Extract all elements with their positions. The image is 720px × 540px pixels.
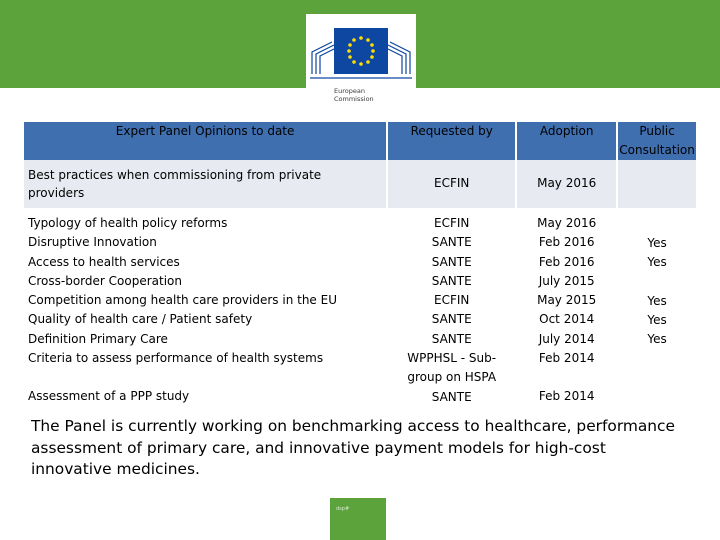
eu-flag — [334, 28, 388, 74]
opinion-title: Typology of health policy reforms — [28, 216, 228, 230]
opinion-titles — [24, 208, 388, 424]
opinion-title: Assessment of a PPP study — [28, 389, 190, 404]
header-requested-by: Requested by — [388, 122, 517, 160]
opinion-title: Access to health services — [28, 254, 180, 269]
requested-by-values: ECFIN SANTE SANTE SANTE ECFIN SANTE SANTE WPPHSL - Sub- group on HSPA SANTE — [388, 208, 517, 424]
adoption-values: May 2016 Feb 2016 Feb 2016 July 2015 May 2015 Oct 2014 July 2014 Feb 2014 Feb 2014 — [517, 208, 618, 424]
european-commission-logo — [306, 14, 416, 114]
best-requested-by: ECFIN — [388, 160, 517, 208]
opinion-title: Cross-border Cooperation — [28, 273, 182, 288]
ec-building-icon — [306, 14, 416, 88]
table-row — [24, 208, 696, 424]
best-consultation — [618, 160, 696, 208]
expert-panel-table — [24, 122, 696, 424]
opinion-title: Definition Primary Care — [28, 331, 168, 346]
opinion-title: Criteria to assess performance of health systems — [28, 351, 324, 366]
opinion-title: Competition among health care providers in the EU — [28, 293, 337, 308]
footer-label: dsp# — [336, 506, 350, 512]
status-note: The Panel is currently working on benchmarking access to healthcare, performance assessment of primary care, and innovative payment models for high-cost innovative medicines. — [31, 417, 675, 478]
header-consultation: Public Consultation — [618, 122, 696, 160]
opinion-title: Quality of health care / Patient safety — [28, 312, 253, 327]
logo-text: European Commission — [334, 87, 374, 103]
table-header-row — [24, 122, 696, 160]
table-row — [24, 160, 696, 208]
footer-badge — [330, 498, 386, 540]
best-adoption: May 2016 — [517, 160, 618, 208]
opinion-title: Disruptive Innovation — [28, 235, 157, 250]
best-title: Best practices when commissioning from private providers — [24, 160, 388, 208]
header-adoption: Adoption — [517, 122, 618, 160]
header-opinions: Expert Panel Opinions to date — [24, 122, 388, 160]
consultation-values: Yes Yes Yes Yes Yes — [618, 208, 696, 424]
